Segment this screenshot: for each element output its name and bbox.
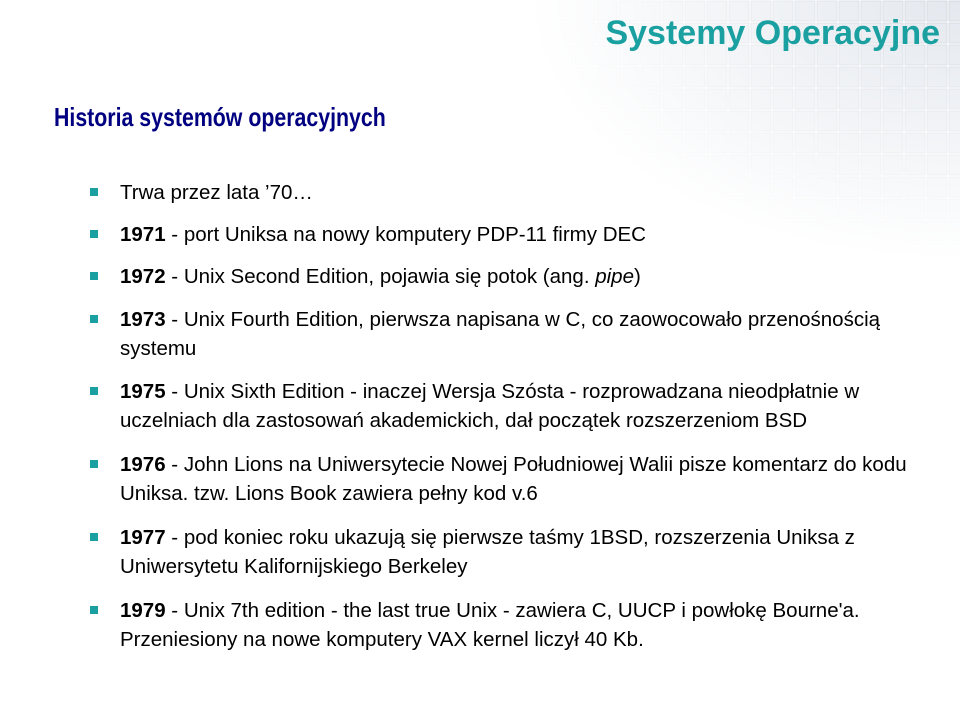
square-bullet-icon xyxy=(90,387,98,395)
square-bullet-icon xyxy=(90,230,98,238)
bullet-item xyxy=(88,377,908,435)
bullet-text: - port Uniksa na nowy komputery PDP-11 firmy DEC xyxy=(165,223,646,246)
bullet-year: 1976 xyxy=(120,453,166,476)
square-bullet-icon xyxy=(90,460,98,468)
square-bullet-icon xyxy=(90,606,98,614)
bullet-text: - John Lions na Uniwersytecie Nowej Południowej Walii pisze komentarz do kodu Uniksa. tzw. Lions Book zawiera pełny kod v.6 xyxy=(120,453,907,505)
bullet-item xyxy=(88,220,908,249)
bullet-text: - Unix Fourth Edition, pierwsza napisana w C, co zaowocowało przenośnością systemu xyxy=(120,308,881,360)
square-bullet-icon xyxy=(90,533,98,541)
bullet-year: 1973 xyxy=(120,308,166,331)
bullet-italic-term: pipe xyxy=(595,265,634,288)
bullet-item xyxy=(88,450,908,508)
square-bullet-icon xyxy=(90,188,98,196)
bullet-year: 1979 xyxy=(120,599,166,622)
bullet-text: Trwa przez lata ’70… xyxy=(120,181,313,204)
bullet-item xyxy=(88,596,908,654)
bullet-year: 1975 xyxy=(120,380,166,403)
header-title: Systemy Operacyjne xyxy=(605,14,940,52)
bullet-text: - Unix Sixth Edition - inaczej Wersja Szósta - rozprowadzana nieodpłatnie w uczelniach dla zastosowań akademickich, dał początek rozszerzeniom BSD xyxy=(120,380,860,432)
section-title: Historia systemów operacyjnych xyxy=(54,102,386,132)
bullet-text: - Unix Second Edition, pojawia się potok (ang. xyxy=(165,265,596,288)
bullet-text-end: ) xyxy=(633,265,641,288)
bullet-text: - pod koniec roku ukazują się pierwsze taśmy 1BSD, rozszerzenia Uniksa z Uniwersytetu Kalifornijskiego Berkeley xyxy=(120,526,855,578)
bullet-text: - Unix 7th edition - the last true Unix - zawiera C, UUCP i powłokę Bourne'a. Przeniesiony na nowe komputery VAX kernel liczył 40 Kb. xyxy=(120,599,860,651)
bullet-year: 1971 xyxy=(120,223,166,246)
square-bullet-icon xyxy=(90,315,98,323)
bullet-item xyxy=(88,523,908,581)
bullet-year: 1977 xyxy=(120,526,166,549)
bullet-item xyxy=(88,305,908,363)
bullet-item xyxy=(88,262,908,291)
square-bullet-icon xyxy=(90,272,98,280)
bullet-list xyxy=(88,178,908,654)
bullet-year: 1972 xyxy=(120,265,166,288)
bullet-item xyxy=(88,178,908,207)
